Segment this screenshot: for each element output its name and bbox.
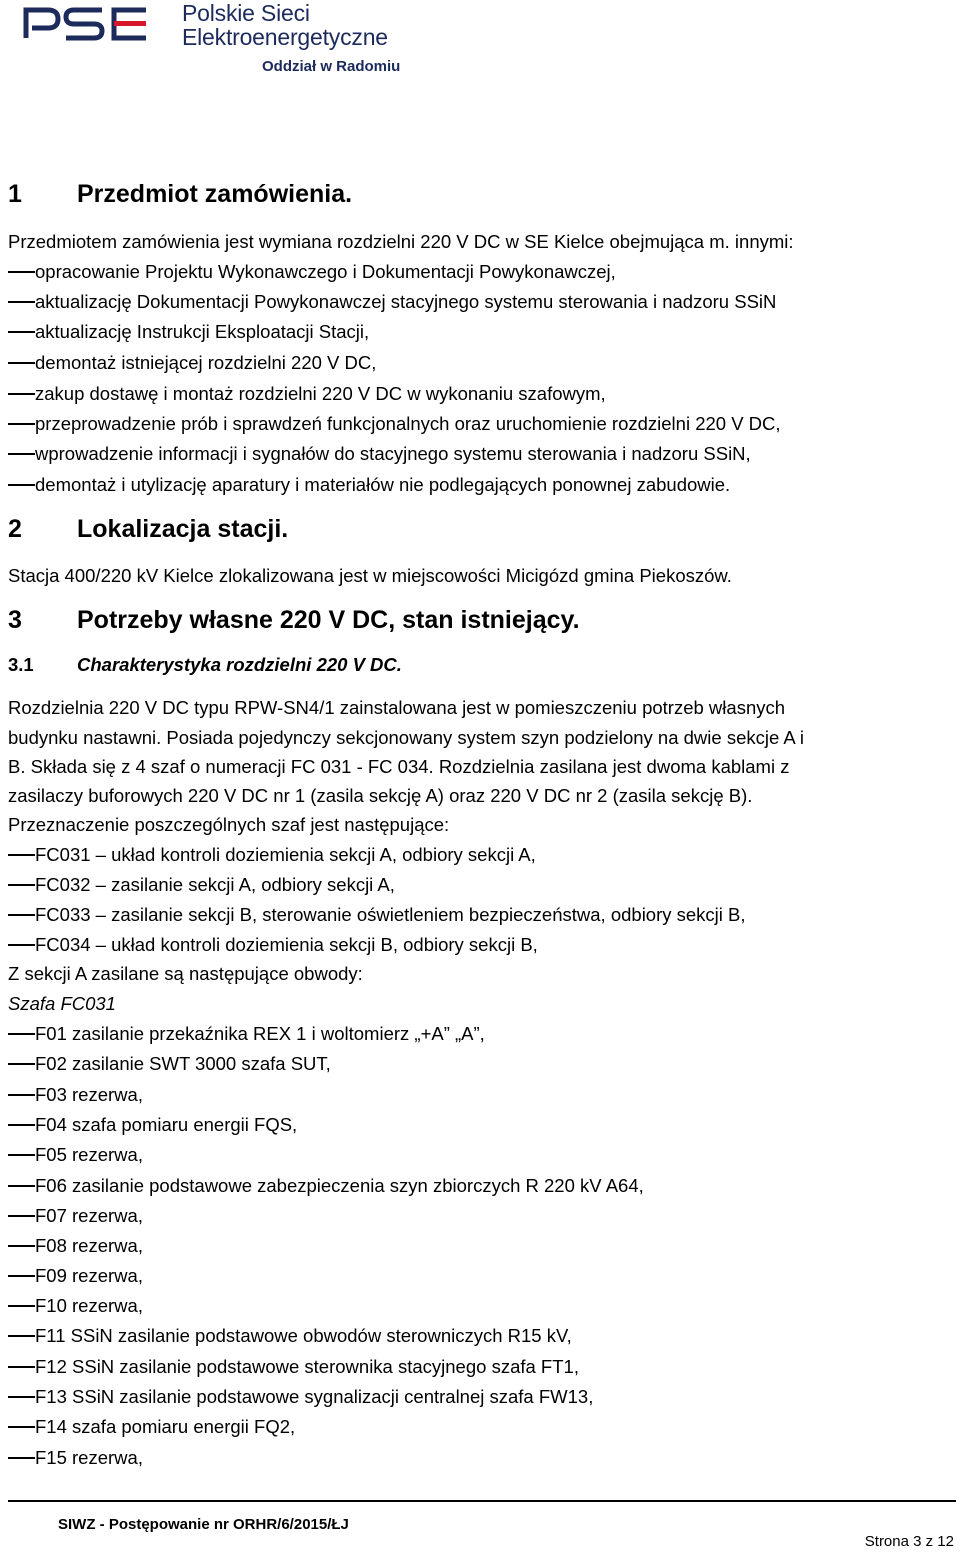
list-item: opracowanie Projektu Wykonawczego i Dokumentacji Powykonawczej, [8,257,35,287]
section1-intro: Przedmiotem zamówienia jest wymiana rozdzielni 220 V DC w SE Kielce obejmująca m. innymi: [8,231,794,252]
paragraph-line: budynku nastawni. Posiada pojedynczy sekcjonowany system szyn podzielony na dwie sekcje A i [8,727,804,748]
list-item: F10 rezerwa, [8,1291,35,1321]
list-item: FC034 – układ kontroli doziemienia sekcji B, odbiory sekcji B, [8,930,35,960]
dash-bullet-icon [8,1335,35,1336]
list-item: F06 zasilanie podstawowe zabezpieczenia szyn zbiorczych R 220 kV A64, [8,1171,35,1201]
list-item: F03 rezerwa, [8,1080,35,1110]
list-item: F12 SSiN zasilanie podstawowe sterownika stacyjnego szafa FT1, [8,1352,35,1382]
list-item: przeprowadzenie prób i sprawdzeń funkcjonalnych oraz uruchomienie rozdzielni 220 V DC, [8,409,35,439]
list-item: F01 zasilanie przekaźnika REX 1 i woltomierz „+A” „A”, [8,1019,35,1049]
list-item: demontaż i utylizację aparatury i materiałów nie podlegających ponownej zabudowie. [8,470,35,500]
dash-bullet-icon [8,1185,35,1186]
list-item: FC031 – układ kontroli doziemienia sekcji A, odbiory sekcji A, [8,840,35,870]
dash-bullet-icon [8,884,35,885]
paragraph-line: Rozdzielnia 220 V DC typu RPW-SN4/1 zainstalowana jest w pomieszczeniu potrzeb własnych [8,697,786,718]
dash-bullet-icon [8,1154,35,1155]
dash-bullet-icon [8,914,35,915]
dash-bullet-icon [8,1215,35,1216]
logo-subtitle: Oddział w Radomiu [262,58,401,75]
list-item: F05 rezerwa, [8,1140,35,1170]
list-item: FC033 – zasilanie sekcji B, sterowanie oświetleniem bezpieczeństwa, odbiory sekcji B, [8,900,35,930]
list-item: demontaż istniejącej rozdzielni 220 V DC, [8,348,35,378]
paragraph-line: Przeznaczenie poszczególnych szaf jest następujące: [8,814,450,835]
page-number: Strona 3 z 12 [864,1533,954,1550]
dash-bullet-icon [8,1245,35,1246]
list-item: wprowadzenie informacji i sygnałów do stacyjnego systemu sterowania i nadzoru SSiN, [8,439,35,469]
list-item: aktualizację Instrukcji Eksploatacji Stacji, [8,317,35,347]
dash-bullet-icon [8,1305,35,1306]
list-item: F07 rezerwa, [8,1201,35,1231]
dash-bullet-icon [8,1033,35,1034]
subsection-number: 3.1 [8,654,34,675]
list-item: F11 SSiN zasilanie podstawowe obwodów sterowniczych R15 kV, [8,1321,35,1351]
circuits-intro: Z sekcji A zasilane są następujące obwody: [8,963,363,984]
section3-1-heading [8,654,402,676]
paragraph-line: B. Składa się z 4 szaf o numeracji FC 031 - FC 034. Rozdzielnia zasilana jest dwoma kablami z [8,756,790,777]
dash-bullet-icon [8,271,35,272]
dash-bullet-icon [8,393,35,394]
list-item: FC032 – zasilanie sekcji A, odbiory sekcji A, [8,870,35,900]
section2-heading [8,515,288,544]
paragraph-line: zasilaczy buforowych 220 V DC nr 1 (zasila sekcję A) oraz 220 V DC nr 2 (zasila sekcję B). [8,785,753,806]
pse-logo-icon [22,4,150,42]
footer-divider [8,1500,956,1502]
dash-bullet-icon [8,1457,35,1458]
list-item: zakup dostawę i montaż rozdzielni 220 V DC w wykonaniu szafowym, [8,379,35,409]
cabinet-heading: Szafa FC031 [8,993,116,1014]
dash-bullet-icon [8,301,35,302]
dash-bullet-icon [8,453,35,454]
footer-reference: SIWZ - Postępowanie nr ORHR/6/2015/ŁJ [58,1516,349,1533]
section-number: 3 [8,606,22,634]
section3-heading [8,606,580,635]
dash-bullet-icon [8,362,35,363]
section-title: Lokalizacja stacji. [77,515,289,543]
section-title: Przedmiot zamówienia. [77,180,353,208]
dash-bullet-icon [8,1094,35,1095]
company-logo [22,0,422,80]
dash-bullet-icon [8,1124,35,1125]
dash-bullet-icon [8,854,35,855]
section-number: 1 [8,180,22,208]
dash-bullet-icon [8,1366,35,1367]
section-number: 2 [8,515,22,543]
list-item: F09 rezerwa, [8,1261,35,1291]
dash-bullet-icon [8,423,35,424]
dash-bullet-icon [8,1275,35,1276]
dash-bullet-icon [8,1396,35,1397]
dash-bullet-icon [8,331,35,332]
list-item: F02 zasilanie SWT 3000 szafa SUT, [8,1049,35,1079]
list-item: F15 rezerwa, [8,1443,35,1473]
dash-bullet-icon [8,1426,35,1427]
list-item: F08 rezerwa, [8,1231,35,1261]
section-title: Potrzeby własne 220 V DC, stan istniejący. [77,606,580,634]
list-item: aktualizację Dokumentacji Powykonawczej stacyjnego systemu sterowania i nadzoru SSiN [8,287,35,317]
logo-text-line2: Elektroenergetyczne [182,24,388,50]
list-item: F14 szafa pomiaru energii FQ2, [8,1412,35,1442]
dash-bullet-icon [8,944,35,945]
logo-text-line1: Polskie Sieci [182,0,310,26]
section1-heading [8,180,352,209]
list-item: F13 SSiN zasilanie podstawowe sygnalizacji centralnej szafa FW13, [8,1382,35,1412]
subsection-title: Charakterystyka rozdzielni 220 V DC. [77,654,402,675]
dash-bullet-icon [8,1063,35,1064]
dash-bullet-icon [8,484,35,485]
section2-text: Stacja 400/220 kV Kielce zlokalizowana jest w miejscowości Micigózd gmina Piekoszów. [8,565,732,586]
list-item: F04 szafa pomiaru energii FQS, [8,1110,35,1140]
